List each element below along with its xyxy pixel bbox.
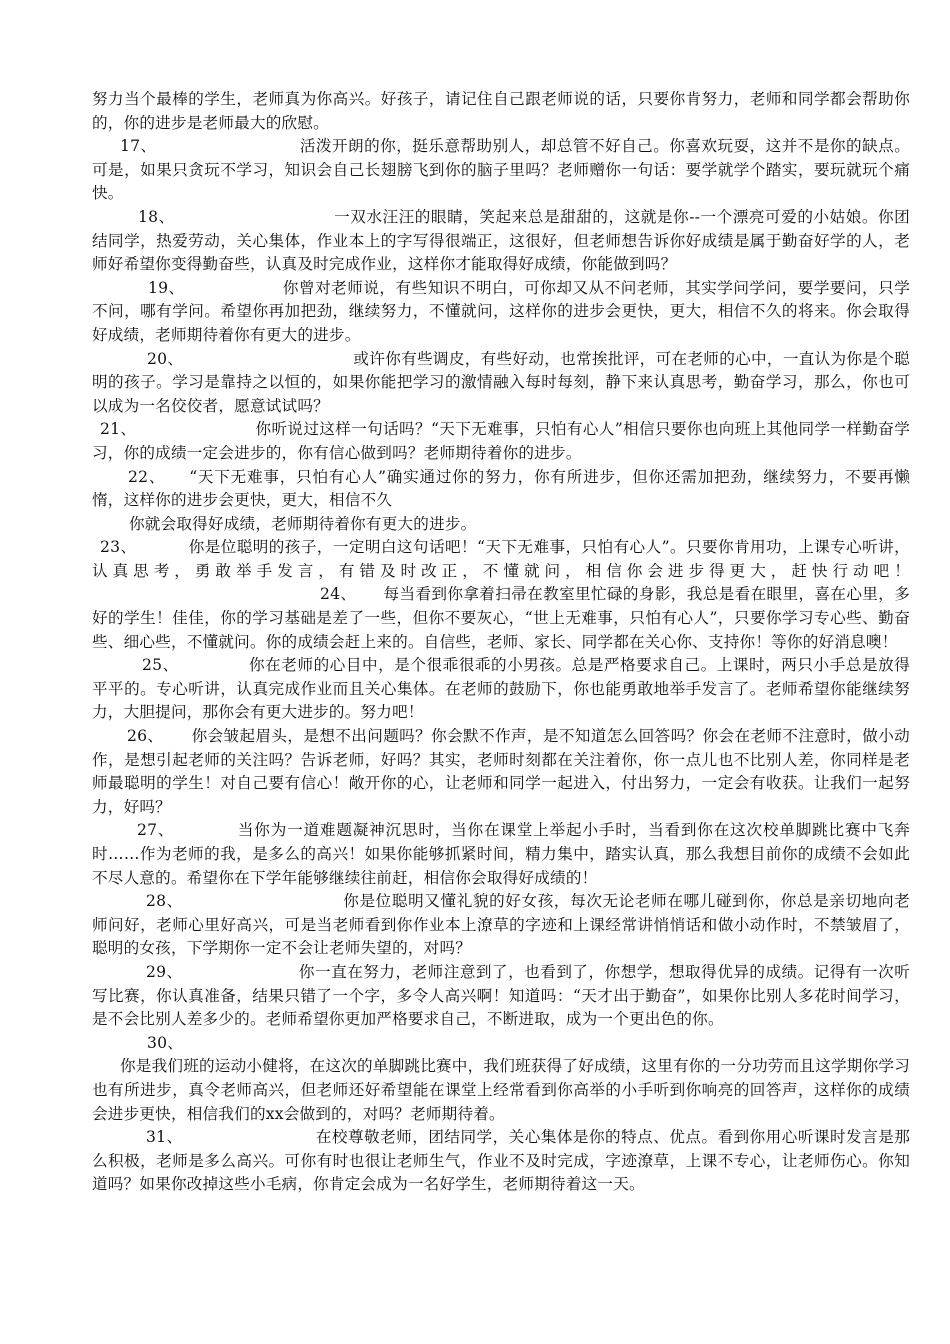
paragraph-23 [92,536,910,654]
paragraph-text: 努力当个最棒的学生，老师真为你高兴。好孩子，请记住自己跟老师说的话，只要你肯努力，老师和同学都会帮助你的，你的进步是老师最大的欣慰。 [92,90,910,132]
paragraph-text: 你是位聪明又懂礼貌的好女孩，每次无论老师在哪儿碰到你，你总是亲切地向老师问好，老师心里好高兴，可是当老师看到你作业本上潦草的字迹和上课经常讲悄悄话和做小动作时，不禁皱眉了，聪明的女孩，下学期你一定不会让老师失望的，对吗？ [92,892,910,958]
paragraph-number: 24、 [320,585,357,604]
paragraph-number: 20、 [147,349,184,368]
paragraph-text: 每当看到你拿着扫帚在教室里忙碌的身影，我总是看在眼里，喜在心里，多好的学生！佳佳，你的学习基础是差了一些，但你不要灰心，“世上无难事，只怕有心人”，只要你学习专心些、勤奋些、细心些，不懂就问。你的成绩会赶上来的。自信些，老师、家长、同学都在关心你、支持你！等你的好消息噢！ [92,585,910,651]
paragraph-text: 你是位聪明的孩子，一定明白这句话吧！“天下无难事，只怕有心人”。只要你肯用功，上课专心听讲，认真思考，勇敢举手发言，有错及时改正，不懂就问，相信你会进步得更大，赶快行动吧！ [92,538,910,580]
paragraph-number: 17、 [120,137,157,156]
paragraph-22-continued [92,513,910,537]
paragraph-29 [92,961,910,1032]
paragraph-number: 26、 [127,727,164,746]
paragraph-number: 18、 [138,207,175,226]
paragraph-number: 27、 [137,821,175,840]
paragraph-text: 你就会取得好成绩，老师期待着你有更大的进步。 [129,514,477,533]
paragraph-text: 或许你有些调皮，有些好动，也常挨批评，可在老师的心中，一直认为你是个聪明的孩子。学习是靠持之以恒的，如果你能把学习的激情融入每时每刻，静下来认真思考，勤奋学习，那么，你也可以成为一名佼佼者，愿意试试吗？ [92,349,910,415]
paragraph-20 [92,348,910,419]
paragraph-number: 30、 [147,1033,184,1052]
paragraph-text: 你曾对老师说，有些知识不明白，可你却又从不问老师，其实学问学问，要学要问，只学不问，哪有学问。希望你再加把劲，继续努力，不懂就问，这样你的进步会更快，更大，相信不久的将来。你会取得好成绩，老师期待着你有更大的进步。 [92,278,910,344]
paragraph-30-body [92,1055,910,1126]
paragraph-text: 在校尊敬老师，团结同学，关心集体是你的特点、优点。看到你用心听课时发言是那么积极，老师是多么高兴。可你有时也很让老师生气，作业不及时完成，字迹潦草，上课不专心，让老师伤心。你知道吗？如果你改掉这些小毛病，你肯定会成为一名好学生，老师期待着这一天。 [92,1128,910,1194]
paragraph-text: 一双水汪汪的眼睛，笑起来总是甜甜的，这就是你--一个漂亮可爱的小姑娘。你团结同学，热爱劳动，关心集体，作业本上的字写得很端正，这很好，但老师想告诉你好成绩是属于勤奋好学的人，老师好希望你变得勤奋些，认真及时完成作业，这样你才能取得好成绩，你能做到吗？ [92,207,910,274]
paragraph-number: 19、 [148,278,185,297]
paragraph-18 [92,206,910,277]
paragraph-text: 你在老师的心目中，是个很乖很乖的小男孩。总是严格要求自己。上课时，两只小手总是放得平平的。专心听讲，认真完成作业而且关心集体。在老师的鼓励下，你也能勇敢地举手发言了。老师希望你能继续努力，大胆提问，那你会有更大进步的。努力吧！ [92,656,910,722]
paragraph-text: “天下无难事，只怕有心人”确实通过你的努力，你有所进步，但你还需加把劲，继续努力，不要再懒惰，这样你的进步会更快，更大，相信不久 [92,467,910,510]
paragraph-17 [92,135,910,206]
paragraph-number: 28、 [146,892,183,911]
paragraph-number: 29、 [146,962,183,981]
paragraph-text: 当你为一道难题凝神沉思时，当你在课堂上举起小手时，当看到你在这次校单脚跳比赛中飞奔时……作为老师的我，是多么的高兴！如果你能够抓紧时间，精力集中，踏实认真，那么我想目前你的成绩不会如此不尽人意的。希望你在下学年能够继续往前赶，相信你会取得好成绩的！ [92,821,910,887]
paragraph-text: 活泼开朗的你，挺乐意帮助别人，却总管不好自己。你喜欢玩耍，这并不是你的缺点。可是，如果只贪玩不学习，知识会自己长翅膀飞到你的脑子里吗？老师赠你一句话：要学就学个踏实，要玩就玩个痛快。 [92,137,910,203]
paragraph-number: 23、 [100,538,137,557]
paragraph-31 [92,1126,910,1197]
paragraph-25 [92,654,910,725]
paragraph-text: 你一直在努力，老师注意到了，也看到了，你想学，想取得优异的成绩。记得有一次听写比赛，你认真准备，结果只错了一个字，多令人高兴啊！知道吗：“天才出于勤奋”，如果你比别人多花时间学习，是不会比别人差多少的。老师希望你更加严格要求自己，不断进取，成为一个更出色的你。 [92,962,910,1029]
paragraph-28 [92,890,910,961]
paragraph-number: 31、 [146,1128,183,1147]
paragraph-text: 你是我们班的运动小健将，在这次的单脚跳比赛中，我们班获得了好成绩，这里有你的一分功劳而且这学期你学习也有所进步，真令老师高兴，但老师还好希望能在课堂上经常看到你高举的小手听到你响亮的回答声，这样你的成绩会进步更快，相信我们的xx会做到的，对吗？老师期待着。 [92,1057,910,1123]
paragraph-30 [92,1032,910,1056]
paragraph-number: 25、 [142,656,179,675]
paragraph-text: 你听说过这样一句话吗？“天下无难事，只怕有心人”相信只要你也向班上其他同学一样勤奋学习，你的成绩一定会进步的，你有信心做到吗？老师期待着你的进步。 [92,420,910,462]
paragraph-26 [92,725,910,819]
paragraph-19 [92,277,910,348]
paragraph-number: 22、 [128,467,166,486]
paragraph-27 [92,819,910,890]
paragraph-16-end [92,88,910,135]
document-page [92,88,910,1197]
paragraph-number: 21、 [100,420,137,439]
paragraph-text: 你会皱起眉头，是想不出问题吗？你会默不作声，是不知道怎么回答吗？你会在老师不注意时，做小动作，是想引起老师的关注吗？告诉老师，好吗？其实，老师时刻都在关注着你，你一点儿也不比别人差，你同样是老师最聪明的学生！对自己要有信心！敞开你的心，让老师和同学一起进入，付出努力，一定会有收获。让我们一起努力，好吗？ [92,727,910,816]
paragraph-21 [92,418,910,465]
paragraph-22 [92,466,910,513]
